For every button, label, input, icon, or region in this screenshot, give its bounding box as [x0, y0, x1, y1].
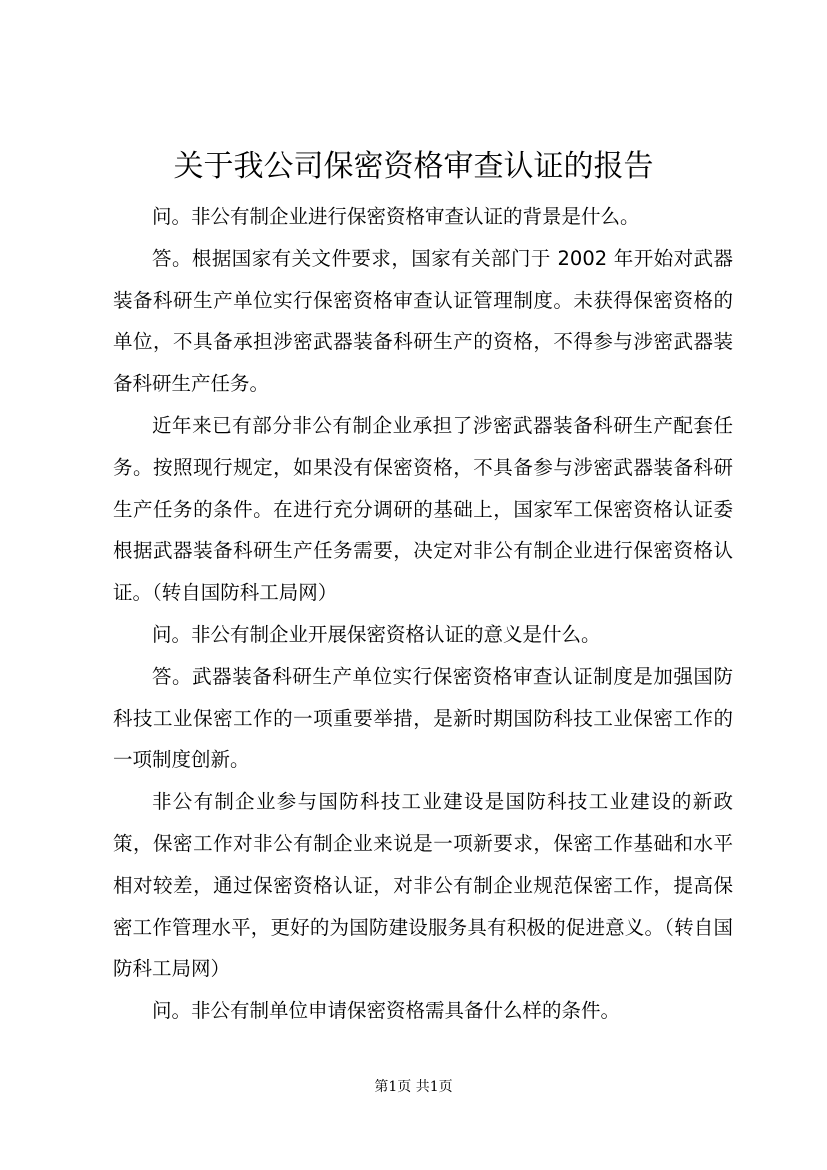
document-title: 关于我公司保密资格审查认证的报告 — [173, 149, 654, 184]
paragraph: 问。非公有制单位申请保密资格需具备什么样的条件。 — [152, 999, 621, 1023]
paragraph: 非公有制企业参与国防科技工业建设是国防科技工业建设的新政策，保密工作对非公有制企业来说是一项新要求，保密工作基础和水平相对较差，通过保密资格认证，对非公有制企业规范保密工作，提高保密工作管理水平，更好的为国防建设服务具有积极的促进意义。（转自国防科工局网） — [113, 790, 733, 981]
paragraph: 答。根据国家有关文件要求，国家有关部门于 2002 年开始对武器装备科研生产单位实行保密资格审查认证管理制度。未获得保密资格的单位，不具备承担涉密武器装备科研生产的资格，不得参与涉密武器装备科研生产任务。 — [113, 246, 733, 396]
page-footer: 第1页 共1页 — [374, 1079, 453, 1095]
paragraph: 问。非公有制企业进行保密资格审查认证的背景是什么。 — [152, 205, 640, 228]
paragraph: 问。非公有制企业开展保密资格认证的意义是什么。 — [152, 622, 601, 646]
paragraph: 答。武器装备科研生产单位实行保密资格审查认证制度是加强国防科技工业保密工作的一项重要举措，是新时期国防科技工业保密工作的一项制度创新。 — [113, 664, 733, 772]
document-body — [113, 196, 733, 1032]
paragraph: 近年来已有部分非公有制企业承担了涉密武器装备科研生产配套任务。按照现行规定，如果没有保密资格，不具备参与涉密武器装备科研生产任务的条件。在进行充分调研的基础上，国家军工保密资格认证委根据武器装备科研生产任务需要，决定对非公有制企业进行保密资格认证。（转自国防科工局网） — [113, 413, 733, 605]
